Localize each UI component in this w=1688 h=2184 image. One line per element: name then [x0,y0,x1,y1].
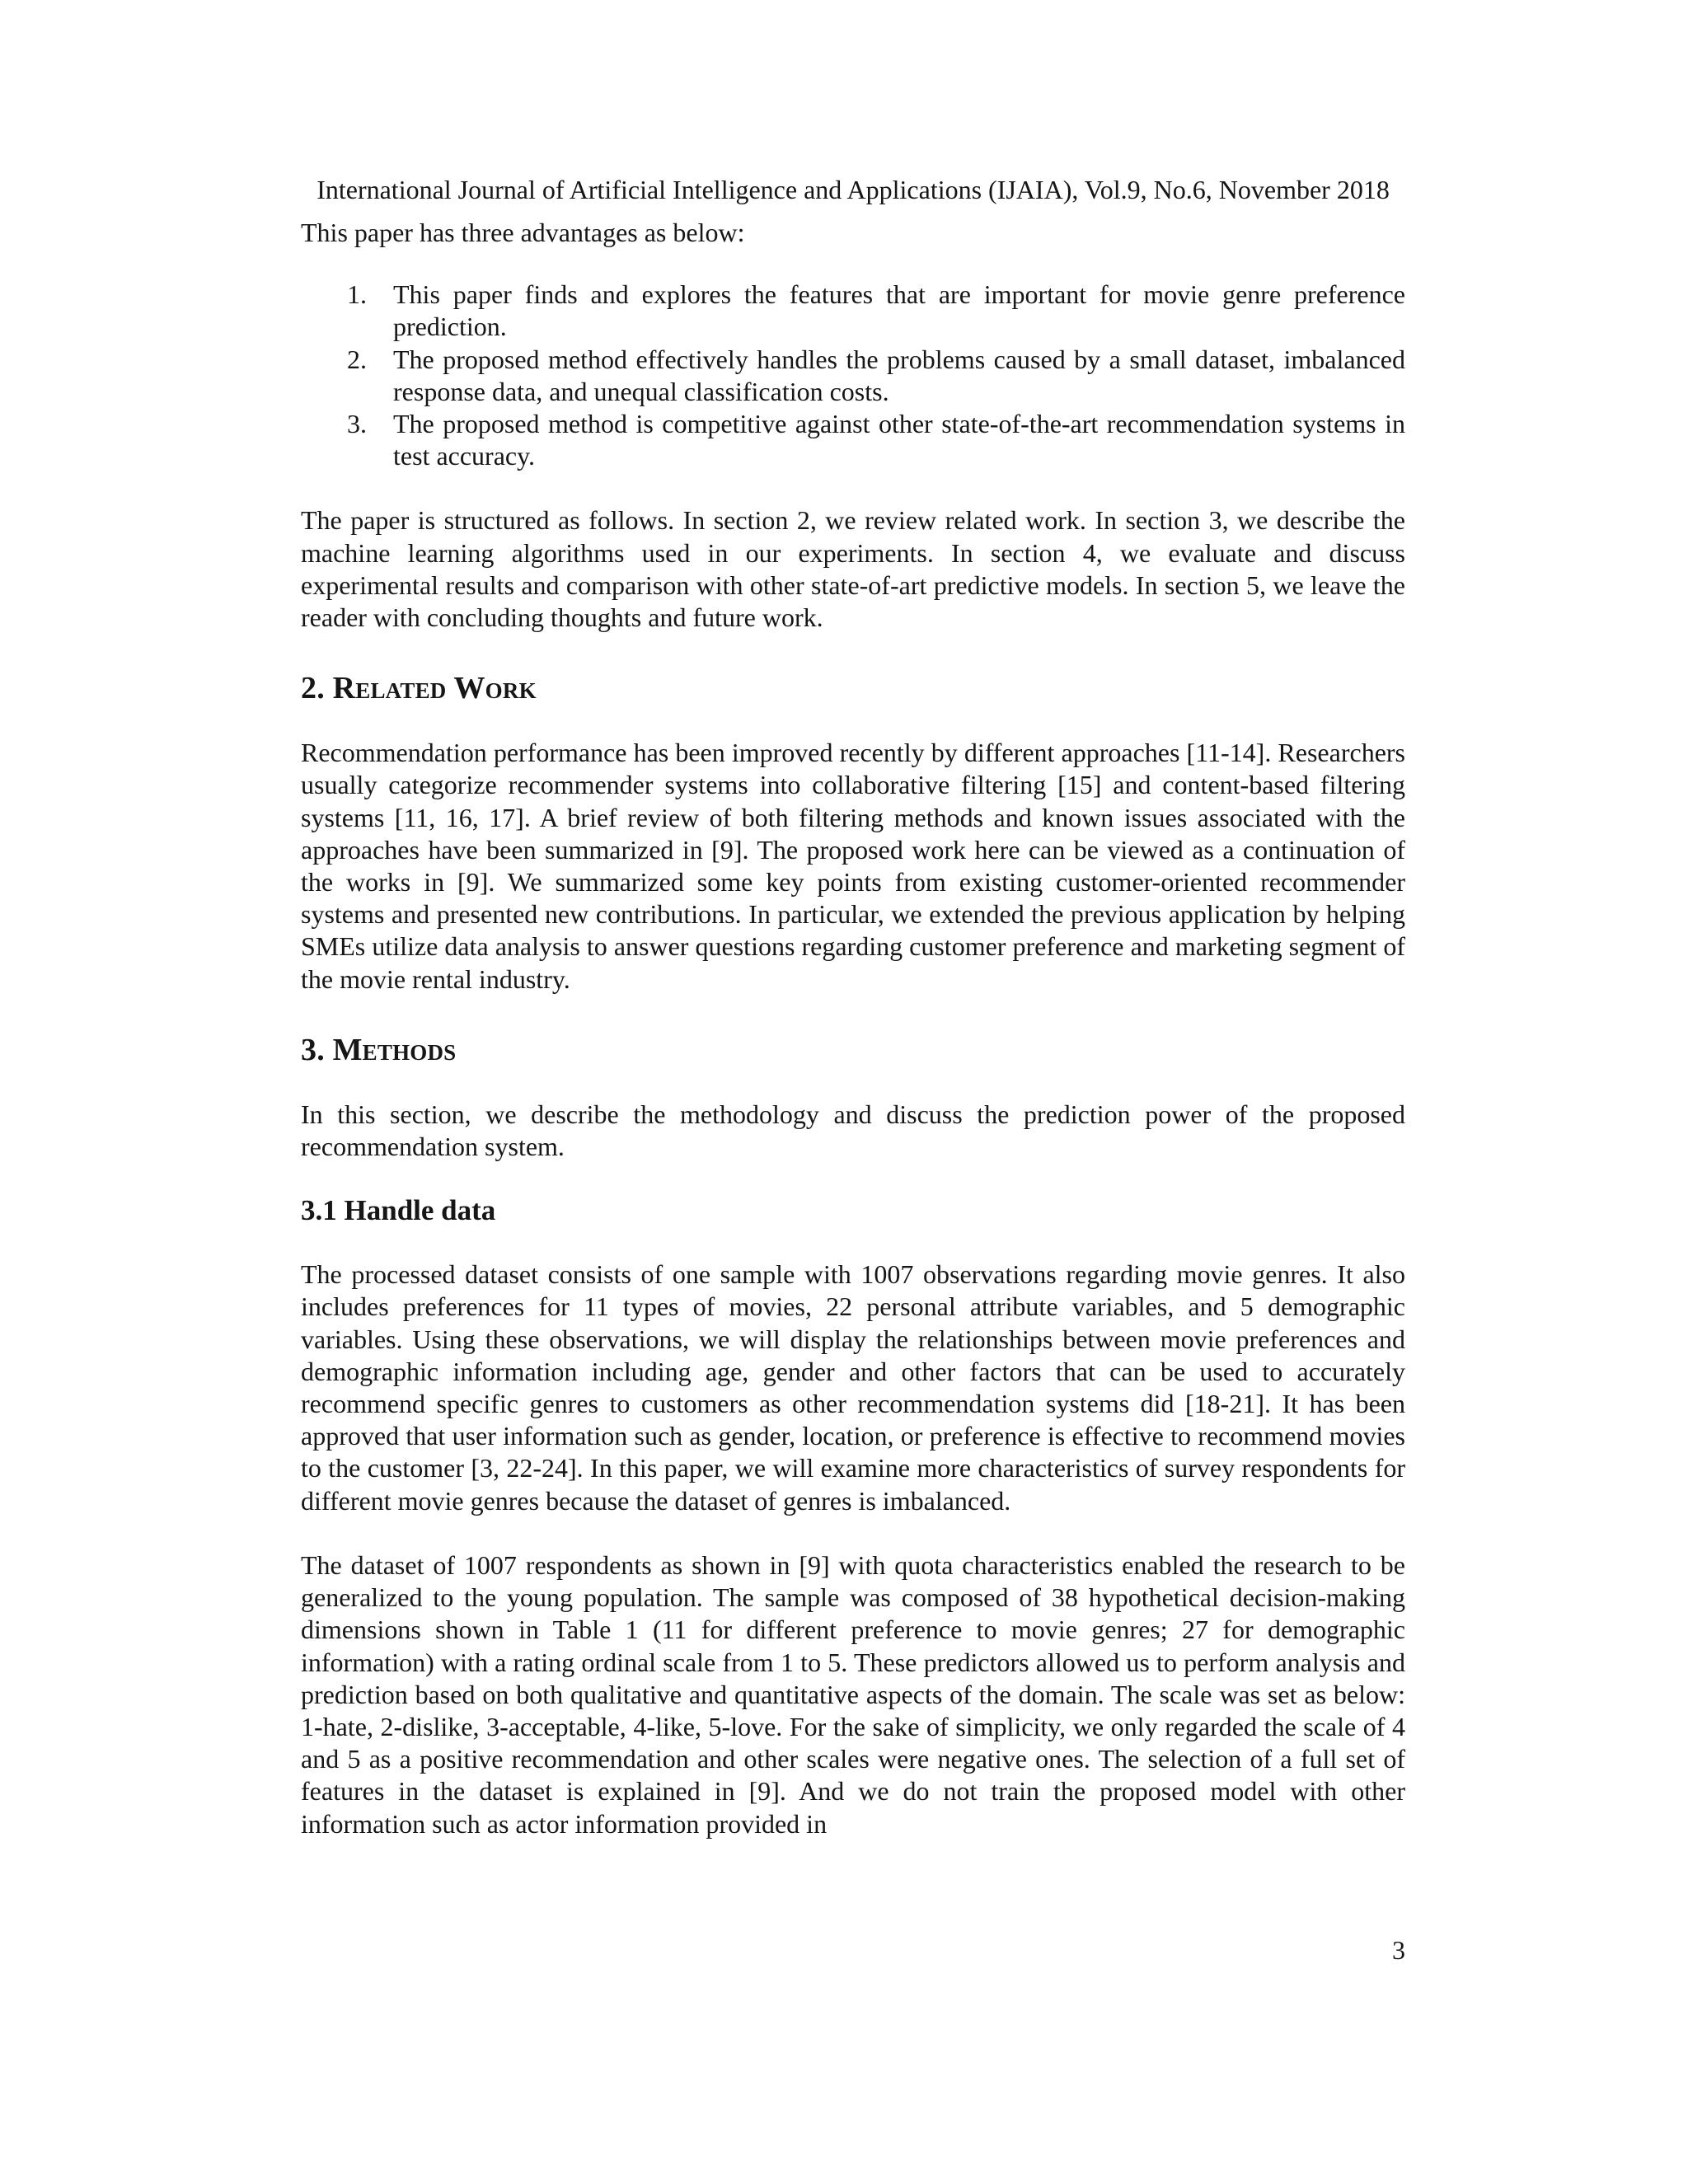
list-item: The proposed method is competitive against other state-of-the-art recommendation systems in test accuracy. [393,409,1405,471]
list-item: The proposed method effectively handles the problems caused by a small dataset, imbalanced response data, and unequal classification costs. [393,344,1405,406]
advantages-list [301,279,1405,472]
related-work-paragraph: Recommendation performance has been improved recently by different approaches [11-14]. Researchers usually categorize recommender systems into collaborative filtering [15] and content-based filtering systems [11, 16, 17]. A brief review of both filtering methods and known issues associated with the approaches have been summarized in [9]. The proposed work here can be viewed as a continuation of the works in [9]. We summarized some key points from existing customer-oriented recommender systems and presented new contributions. In particular, we extended the previous application by helping SMEs utilize data analysis to answer questions regarding customer preference and marketing segment of the movie rental industry. [301,738,1405,994]
section-heading-related-work: 2. Related Work [301,671,537,706]
subsection-heading-handle-data: 3.1 Handle data [301,1194,496,1227]
methods-paragraph: In this section, we describe the methodology and discuss the prediction power of the proposed recommendation system. [301,1099,1405,1162]
page-number: 3 [1392,1935,1405,1965]
page-body [301,217,1405,1840]
section-heading-methods: 3. Methods [301,1032,457,1067]
handle-data-paragraph-2: The dataset of 1007 respondents as shown in [9] with quota characteristics enabled the research to be generalized to the young population. The sample was composed of 38 hypothetical decision-making dimensions shown in Table 1 (11 for different preference to movie genres; 27 for demographic information) with a rating ordinal scale from 1 to 5. These predictors allowed us to perform analysis and prediction based on both qualitative and quantitative aspects of the domain. The scale was set as below: 1-hate, 2-dislike, 3-acceptable, 4-like, 5-love. For the sake of simplicity, we only regarded the scale of 4 and 5 as a positive recommendation and other scales were negative ones. The selection of a full set of features in the dataset is explained in [9]. And we do not train the proposed model with other information such as actor information provided in [301,1549,1405,1839]
structure-paragraph: The paper is structured as follows. In section 2, we review related work. In section 3, we describe the machine learning algorithms used in our experiments. In section 4, we evaluate and discuss experimental results and comparison with other state-of-art predictive models. In section 5, we leave the reader with concluding thoughts and future work. [301,505,1405,633]
list-item: This paper finds and explores the features that are important for movie genre preference prediction. [393,279,1405,342]
running-header: International Journal of Artificial Intelligence and Applications (IJAIA), Vol.9, No.6, November 2018 [316,175,1390,204]
advantages-intro: This paper has three advantages as below: [301,218,745,247]
handle-data-paragraph-1: The processed dataset consists of one sample with 1007 observations regarding movie genres. It also includes preferences for 11 types of movies, 22 personal attribute variables, and 5 demographic variables. Using these observations, we will display the relationships between movie preferences and demographic information including age, gender and other factors that can be used to accurately recommend specific genres to customers as other recommendation systems did [18-21]. It has been approved that user information such as gender, location, or preference is effective to recommend movies to the customer [3, 22-24]. In this paper, we will examine more characteristics of survey respondents for different movie genres because the dataset of genres is imbalanced. [301,1259,1405,1516]
